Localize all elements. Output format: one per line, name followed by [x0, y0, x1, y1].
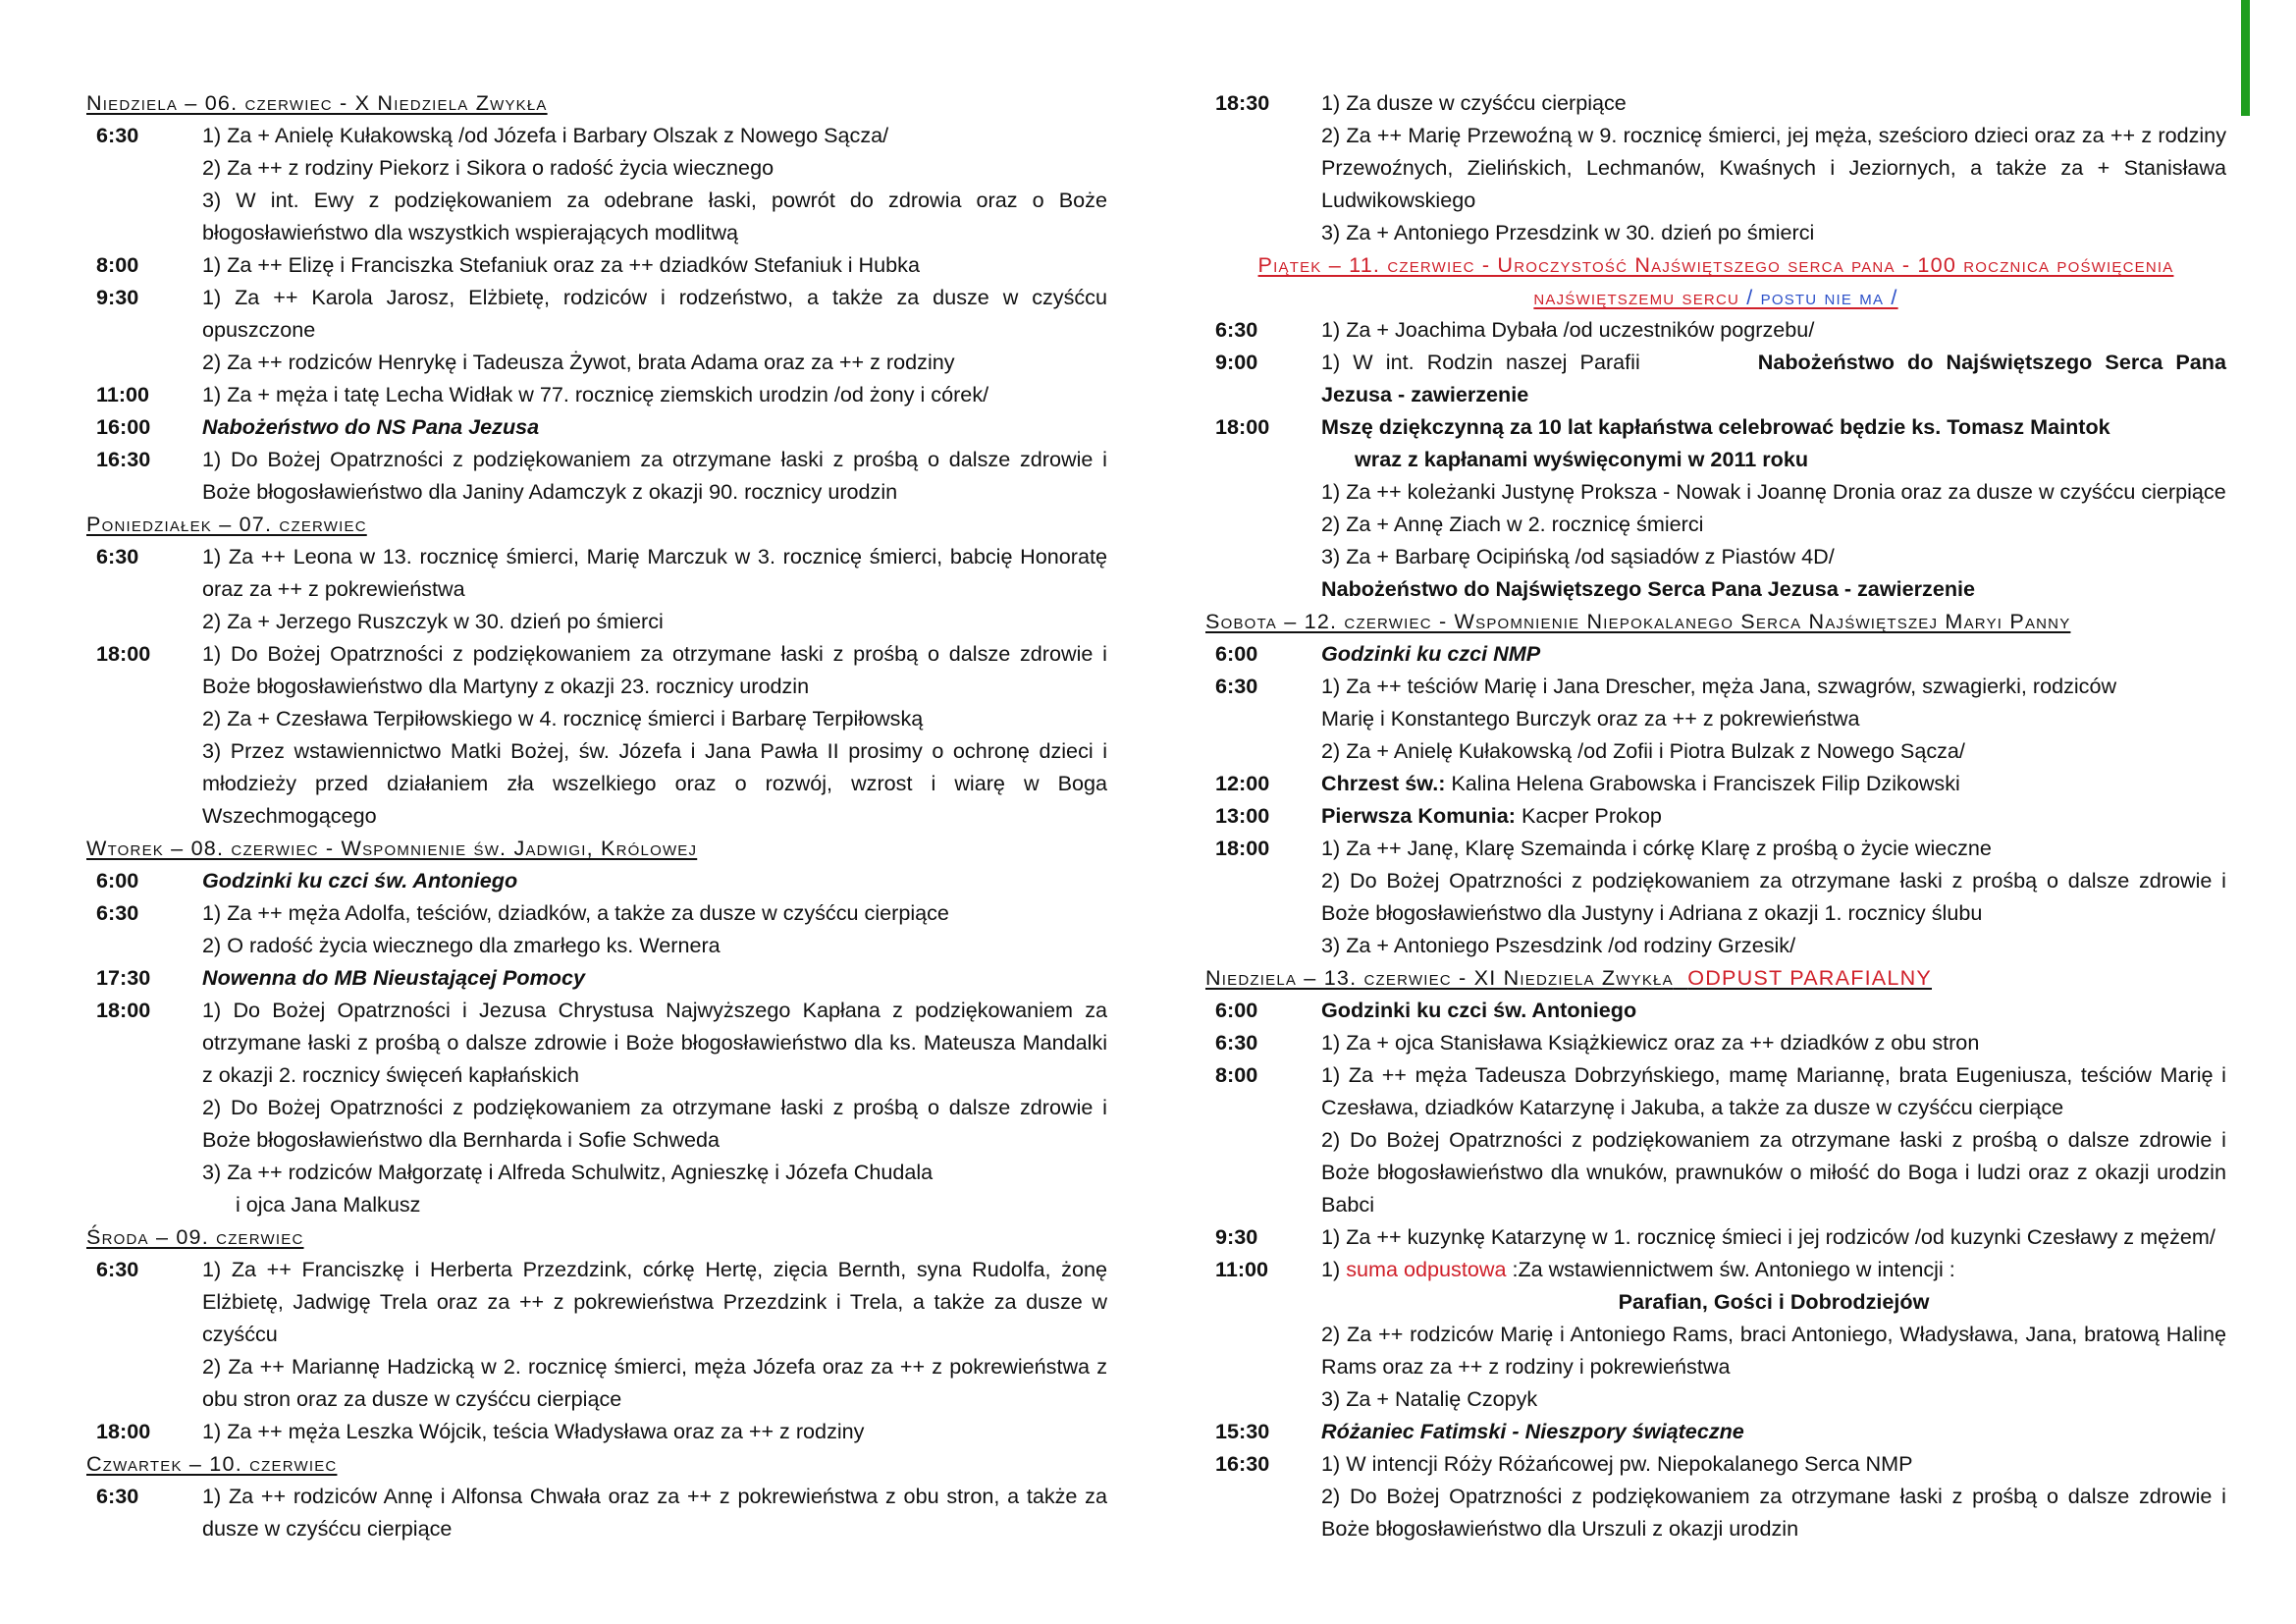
intention: 2) Za ++ z rodziny Piekorz i Sikora o radość życia wiecznego — [202, 155, 774, 180]
service-title: Godzinki ku czci NMP — [1321, 641, 1541, 666]
service-time: 15:30 — [1215, 1419, 1270, 1443]
mass-time: 9:00 — [1215, 350, 1258, 374]
thanksgiving-mass-note: Mszę dziękczynną za 10 lat kapłaństwa celebrować będzie ks. Tomasz Maintok — [1321, 414, 2110, 439]
mass-time: 9:30 — [1215, 1224, 1258, 1249]
intention: 2) Za + Annę Ziach w 2. rocznicę śmierci — [1321, 512, 1704, 536]
intention-text: :Za wstawiennictwem św. Antoniego w intencji : — [1506, 1257, 1955, 1281]
service-entry — [86, 961, 1107, 994]
intention: 1) Za ++ rodziców Annę i Alfonsa Chwała oraz za ++ z pokrewieństwa z obu stron, a także za dusze w czyśćcu cierpiące — [202, 1484, 1107, 1541]
service-title: Nabożeństwo do Najświętszego Serca Pana Jezusa - zawierzenie — [1321, 576, 1976, 601]
mass-entry — [1205, 1220, 2226, 1253]
mass-time: 18:00 — [1215, 414, 1270, 439]
intention: 2) Za ++ rodziców Henrykę i Tadeusza Żywot, brata Adama oraz za ++ z rodziny — [202, 350, 955, 374]
intention: 1) Za ++ Karola Jarosz, Elżbietę, rodziców i rodzeństwo, a także za dusze w czyśćcu opuszczone — [202, 285, 1107, 342]
intention — [1321, 1253, 2226, 1285]
intention-continuation: Marię i Konstantego Burczyk oraz za ++ z pokrewieństwa — [1321, 706, 1860, 731]
intention-continuation: i ojca Jana Malkusz — [236, 1192, 421, 1217]
mass-time: 8:00 — [96, 252, 139, 277]
service-entry — [1205, 637, 2226, 670]
day-header-tuesday-8: Wtorek – 08. czerwiec - Wspomnienie św. Jadwigi, Królowej — [86, 836, 698, 860]
intention: 1) Do Bożej Opatrzności z podziękowaniem za otrzymane łaski z prośbą o dalsze zdrowie i Boże błogosławieństwo dla Martyny z okazji 23. rocznicy urodzin — [202, 641, 1107, 698]
event-time: 12:00 — [1215, 771, 1270, 795]
day-header-saturday-12: Sobota – 12. czerwiec - Wspomnienie Niepokalanego Serca Najświętszej Maryi Panny — [1205, 609, 2071, 633]
right-column — [1205, 86, 2226, 1544]
mass-time: 6:30 — [1215, 317, 1258, 342]
mass-entry — [1205, 1058, 2226, 1220]
intention: 3) Za + Natalię Czopyk — [1321, 1386, 1538, 1411]
service-time: 6:00 — [96, 868, 139, 893]
day-header-thursday-10: Czwartek – 10. czerwiec — [86, 1451, 338, 1476]
intention: 1) W int. Rodzin naszej Parafii — [1321, 350, 1640, 374]
solemn-mass-label: suma odpustowa — [1346, 1257, 1507, 1281]
service-time: 6:00 — [1215, 998, 1258, 1022]
intention: 1) Za ++ kuzynkę Katarzynę w 1. rocznicę śmieci i jej rodziców /od kuzynki Czesławy z mężem/ — [1321, 1224, 2216, 1249]
parish-feast-label: ODPUST PARAFIALNY — [1687, 965, 1933, 990]
service-time: 17:30 — [96, 965, 151, 990]
service-title: Nabożeństwo do NS Pana Jezusa — [202, 414, 540, 439]
intention: 2) Za + Czesława Terpiłowskiego w 4. rocznicę śmierci i Barbarę Terpiłowską — [202, 706, 924, 731]
left-column — [86, 86, 1107, 1544]
intention: 1) Za + Joachima Dybała /od uczestników pogrzebu/ — [1321, 317, 1815, 342]
intention: 1) Za ++ męża Leszka Wójcik, teścia Władysława oraz za ++ z rodziny — [202, 1419, 865, 1443]
intention: 3) Za + Barbarę Ocipińską /od sąsiadów z Piastów 4D/ — [1321, 544, 1835, 568]
mass-entry — [1205, 832, 2226, 961]
mass-time: 18:00 — [96, 998, 151, 1022]
mass-time: 6:30 — [1215, 1030, 1258, 1055]
event-entry — [1205, 799, 2226, 832]
intention: 2) Za + Jerzego Ruszczyk w 30. dzień po śmierci — [202, 609, 664, 633]
service-title: Godzinki ku czci św. Antoniego — [1321, 998, 1637, 1022]
mass-time: 16:30 — [1215, 1451, 1270, 1476]
intention: 2) Do Bożej Opatrzności z podziękowaniem za otrzymane łaski z prośbą o dalsze zdrowie i Boże błogosławieństwo dla Justyny i Adriana z okazji 1. rocznicy ślubu — [1321, 868, 2226, 925]
intention: 1) Za ++ Janę, Klarę Szemainda i córkę Klarę z prośbą o życie wieczne — [1321, 836, 1992, 860]
service-title: Różaniec Fatimski - Nieszpory świąteczne — [1321, 1419, 1744, 1443]
communion-names: Kacper Prokop — [1516, 803, 1662, 828]
mass-entry — [86, 281, 1107, 378]
intention: 3) Przez wstawiennictwo Matki Bożej, św. Józefa i Jana Pawła II prosimy o ochronę dzieci i młodzieży przed działaniem zła wszelkiego oraz o rozwój, wzrost i wiarę w Boga Wszechmogącego — [202, 738, 1107, 828]
event-time: 13:00 — [1215, 803, 1270, 828]
mass-entry — [1205, 1026, 2226, 1058]
intention: 1) Za + Anielę Kułakowską /od Józefa i Barbary Olszak z Nowego Sącza/ — [202, 123, 889, 147]
intention: 2) Za + Anielę Kułakowską /od Zofii i Piotra Bulzak z Nowego Sącza/ — [1321, 738, 1965, 763]
service-entry — [86, 864, 1107, 896]
intention: 1) Do Bożej Opatrzności z podziękowaniem za otrzymane łaski z prośbą o dalsze zdrowie i Boże błogosławieństwo dla Janiny Adamczyk z okazji 90. rocznicy urodzin — [202, 447, 1107, 504]
day-header-wednesday-9: Środa – 09. czerwiec — [86, 1224, 304, 1249]
mass-entry — [86, 248, 1107, 281]
mass-entry — [86, 637, 1107, 832]
mass-time: 6:30 — [96, 900, 139, 925]
service-title: Godzinki ku czci św. Antoniego — [202, 868, 518, 893]
service-entry — [1205, 994, 2226, 1026]
intention: 1) Za dusze w czyśćcu cierpiące — [1321, 90, 1627, 115]
intention: 1) Za ++ Elizę i Franciszka Stefaniuk oraz za ++ dziadków Stefaniuk i Hubka — [202, 252, 920, 277]
mass-entry — [86, 994, 1107, 1220]
mass-time: 11:00 — [1215, 1257, 1269, 1281]
day-header-sunday-6: Niedziela – 06. czerwiec - X Niedziela Zwykła — [86, 90, 548, 115]
mass-time: 11:00 — [96, 382, 150, 406]
day-header-sunday-13 — [1205, 961, 2226, 994]
intention: 3) Za + Antoniego Przesdzink w 30. dzień po śmierci — [1321, 220, 1815, 244]
mass-time: 18:00 — [96, 1419, 151, 1443]
mass-time: 6:30 — [96, 544, 139, 568]
no-fasting-note: / postu nie ma / — [1739, 285, 1898, 309]
service-entry — [86, 410, 1107, 443]
communion-label: Pierwsza Komunia: — [1321, 803, 1516, 828]
mass-entry — [86, 1253, 1107, 1415]
mass-entry — [1205, 410, 2226, 605]
intention: 2) O radość życia wiecznego dla zmarłego ks. Wernera — [202, 933, 721, 957]
mass-time: 6:30 — [96, 1484, 139, 1508]
mass-entry — [86, 540, 1107, 637]
intention: 2) Za ++ Mariannę Hadzicką w 2. rocznicę śmierci, męża Józefa oraz za ++ z pokrewieństwa z obu stron oraz za dusze w czyśćcu cierpiące — [202, 1354, 1107, 1411]
intention: 2) Za ++ rodziców Marię i Antoniego Rams, braci Antoniego, Władysława, Jana, bratową Halinę Rams oraz za ++ z rodziny i pokrewieństwa — [1321, 1322, 2226, 1379]
mass-entry — [1205, 346, 2226, 410]
event-entry — [1205, 767, 2226, 799]
intention: 1) Za + męża i tatę Lecha Widłak w 77. rocznicę ziemskich urodzin /od żony i córek/ — [202, 382, 989, 406]
thanksgiving-mass-note: wraz z kapłanami wyświęconymi w 2011 roku — [1355, 447, 1809, 471]
mass-time: 6:30 — [96, 123, 139, 147]
service-entry — [1205, 1415, 2226, 1447]
intention-number: 1) — [1321, 1257, 1347, 1281]
mass-entry — [1205, 1253, 2226, 1415]
mass-entry — [1205, 670, 2226, 767]
mass-entry — [86, 119, 1107, 248]
day-header-sunday-13-title: Niedziela – 13. czerwiec - XI Niedziela Zwykła — [1205, 965, 1674, 990]
intention: 1) Za ++ męża Adolfa, teściów, dziadków, a także za dusze w czyśćcu cierpiące — [202, 900, 949, 925]
mass-entry — [86, 378, 1107, 410]
mass-entry — [1205, 86, 2226, 248]
mass-entry — [86, 1415, 1107, 1447]
intention: 2) Do Bożej Opatrzności z podziękowaniem za otrzymane łaski z prośbą o dalsze zdrowie i Boże błogosławieństwo dla Bernharda i Sofie Schweda — [202, 1095, 1107, 1152]
mass-time: 9:30 — [96, 285, 139, 309]
intention: 3) Za ++ rodziców Małgorzatę i Alfreda Schulwitz, Agnieszkę i Józefa Chudala — [202, 1160, 934, 1184]
intention: 2) Za ++ Marię Przewoźną w 9. rocznicę śmierci, jej męża, sześcioro dzieci oraz za ++ z rodziny Przewoźnych, Zielińskich, Lechmanów, Kwaśnych i Jeziornych, a także za + Stanisława Ludwikowskiego — [1321, 123, 2226, 212]
mass-entry — [86, 1480, 1107, 1544]
baptism-label: Chrzest św.: — [1321, 771, 1446, 795]
day-header-friday-11 — [1205, 248, 2226, 313]
mass-entry — [86, 443, 1107, 508]
mass-time: 18:00 — [1215, 836, 1270, 860]
service-title: Nowenna do MB Nieustającej Pomocy — [202, 965, 585, 990]
mass-time: 16:30 — [96, 447, 151, 471]
mass-time: 18:00 — [96, 641, 151, 666]
intention: 3) Za + Antoniego Pszesdzink /od rodziny Grzesik/ — [1321, 933, 1796, 957]
mass-time: 8:00 — [1215, 1062, 1258, 1087]
intention: 2) Do Bożej Opatrzności z podziękowaniem za otrzymane łaski z prośbą o dalsze zdrowie i Boże błogosławieństwo dla Urszuli z okazji urodzin — [1321, 1484, 2226, 1541]
day-header-monday-7: Poniedziałek – 07. czerwiec — [86, 512, 367, 536]
intention: 1) Za ++ męża Tadeusza Dobrzyńskiego, mamę Mariannę, brata Eugeniusza, teściów Marię i Czesława, dziadków Katarzynę i Jakuba, a także za dusze w czyśćcu cierpiące — [1321, 1062, 2226, 1119]
mass-time: 6:30 — [96, 1257, 139, 1281]
green-accent-bar — [2241, 0, 2250, 116]
intention: 1) Za ++ koleżanki Justynę Proksza - Nowak i Joannę Dronia oraz za dusze w czyśćcu cierpiące — [1321, 479, 2226, 504]
service-title: Nabożeństwo do Najświętszego Serca Pana Jezusa - zawierzenie — [1321, 350, 2226, 406]
intention: 1) Za ++ teściów Marię i Jana Drescher, męża Jana, szwagrów, szwagierki, rodziców — [1321, 674, 2117, 698]
mass-time: 6:30 — [1215, 674, 1258, 698]
mass-entry — [86, 896, 1107, 961]
intention: 3) W int. Ewy z podziękowaniem za odebrane łaski, powrót do zdrowia oraz o Boże błogosławieństwo dla wszystkich wspierających modlitwą — [202, 188, 1107, 244]
day-header-friday-line1: Piątek – 11. czerwiec - Uroczystość Najświętszego serca pana - 100 rocznica poświęcenia — [1257, 252, 2174, 277]
service-time: 16:00 — [96, 414, 151, 439]
intention: 1) Za ++ Franciszkę i Herberta Przezdzink, córkę Hertę, zięcia Bernth, syna Rudolfa, żonę Elżbietę, Jadwigę Trela oraz za ++ z pokrewieństwa Przezdzink i Trela, a także za dusze w czyśćcu — [202, 1257, 1107, 1346]
intention: 2) Do Bożej Opatrzności z podziękowaniem za otrzymane łaski z prośbą o dalsze zdrowie i Boże błogosławieństwo dla wnuków, prawnuków o miłość do Boga i ludzi oraz z okazji urodzin Babci — [1321, 1127, 2226, 1217]
intention: 1) W intencji Róży Różańcowej pw. Niepokalanego Serca NMP — [1321, 1451, 1913, 1476]
intention-beneficiaries: Parafian, Gości i Dobrodziejów — [1618, 1289, 1930, 1314]
mass-entry — [1205, 313, 2226, 346]
intention: 1) Do Bożej Opatrzności i Jezusa Chrystusa Najwyższego Kapłana z podziękowaniem za otrzymane łaski z prośbą o dalsze zdrowie i Boże błogosławieństwo dla ks. Mateusza Mandalki z okazji 2. rocznicy święceń kapłańskich — [202, 998, 1107, 1087]
baptism-names: Kalina Helena Grabowska i Franciszek Filip Dzikowski — [1445, 771, 1960, 795]
intention: 1) Za ++ Leona w 13. rocznicę śmierci, Marię Marczuk w 3. rocznicę śmierci, babcię Honoratę oraz za ++ z pokrewieństwa — [202, 544, 1107, 601]
day-header-friday-line2: najświętszemu sercu — [1533, 285, 1740, 309]
mass-time: 18:30 — [1215, 90, 1270, 115]
intention: 1) Za + ojca Stanisława Książkiewicz oraz za ++ dziadków z obu stron — [1321, 1030, 1980, 1055]
service-time: 6:00 — [1215, 641, 1258, 666]
mass-entry — [1205, 1447, 2226, 1544]
